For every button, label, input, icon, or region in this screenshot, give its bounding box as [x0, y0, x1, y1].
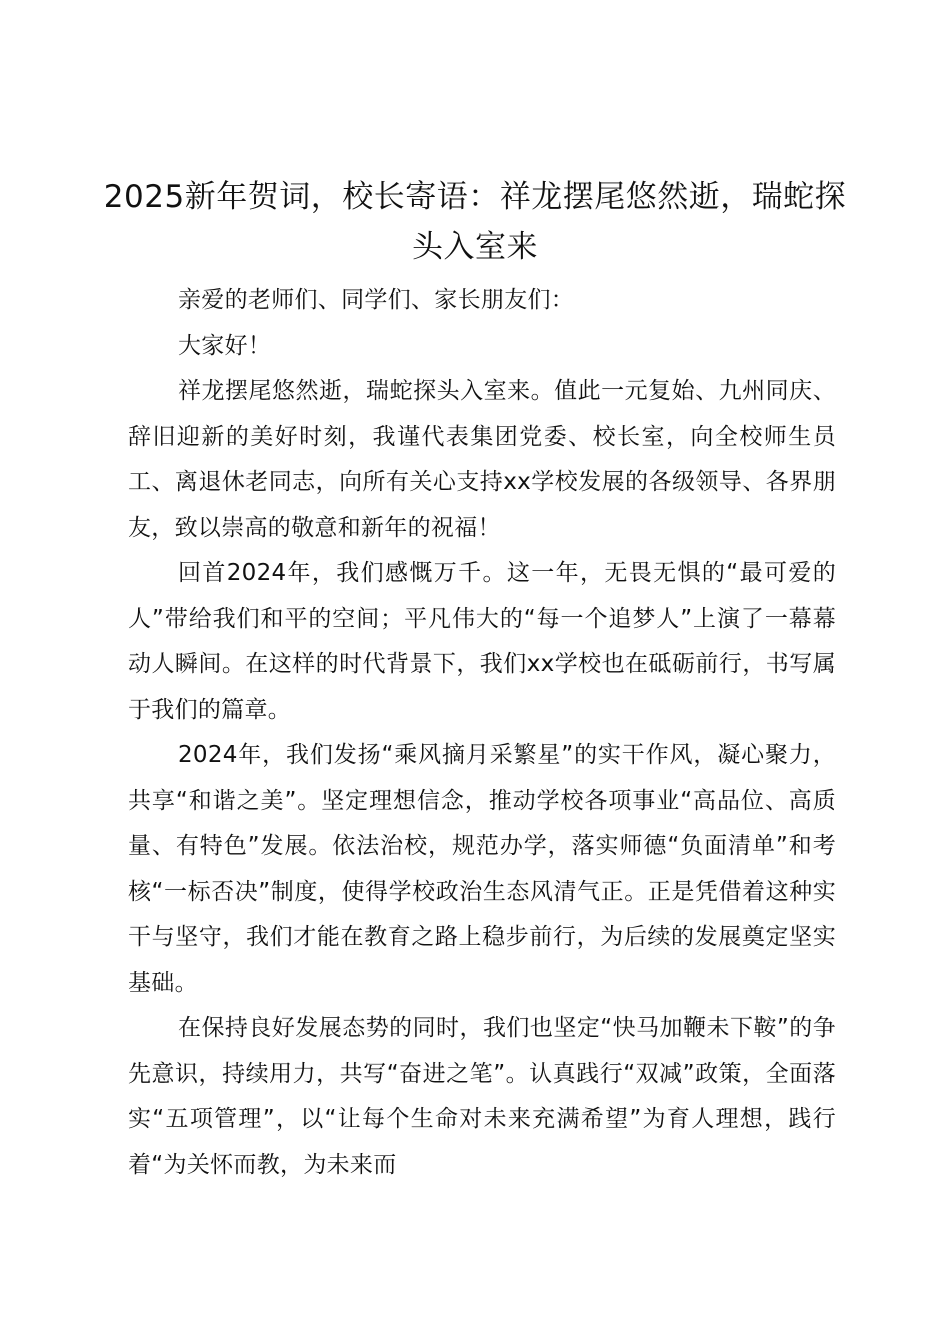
body-paragraph: 2024年，我们发扬“乘风摘月采繁星”的实干作风，凝心聚力，共享“和谐之美”。坚定理想信念，推动学校各项事业“高品位、高质量、有特色”发展。依法治校，规范办学，落实师德“负面清单”和考核“一标否决”制度，使得学校政治生态风清气正。正是凭借着这种实干与坚守，我们才能在教育之路上稳步前行，为后续的发展奠定坚实基础。	[128, 742, 836, 996]
body-paragraph: 在保持良好发展态势的同时，我们也坚定“快马加鞭未下鞍”的争先意识，持续用力，共写“奋进之笔”。认真践行“双减”政策，全面落实“五项管理”，以“让每个生命对未来充满希望”为育人理想，践行着“为关怀而教，为未来而	[128, 1015, 836, 1178]
body-paragraph: 回首2024年，我们感慨万千。这一年，无畏无惧的“最可爱的人”带给我们和平的空间；平凡伟大的“每一个追梦人”上演了一幕幕动人瞬间。在这样的时代背景下，我们xx学校也在砥砺前行，书写属于我们的篇章。	[128, 560, 836, 723]
body-paragraph: 祥龙摆尾悠然逝，瑞蛇探头入室来。值此一元复始、九州同庆、辞旧迎新的美好时刻，我谨代表集团党委、校长室，向全校师生员工、离退休老同志，向所有关心支持xx学校发展的各级领导、各界朋友，致以崇高的敬意和新年的祝福！	[128, 378, 836, 541]
salutation-paragraph: 亲爱的老师们、同学们、家长朋友们：	[178, 287, 575, 313]
document-title: 2025新年贺词，校长寄语：祥龙摆尾悠然逝，瑞蛇探头入室来	[103, 179, 847, 265]
greeting-paragraph: 大家好！	[178, 332, 272, 359]
document-body	[128, 278, 836, 1188]
